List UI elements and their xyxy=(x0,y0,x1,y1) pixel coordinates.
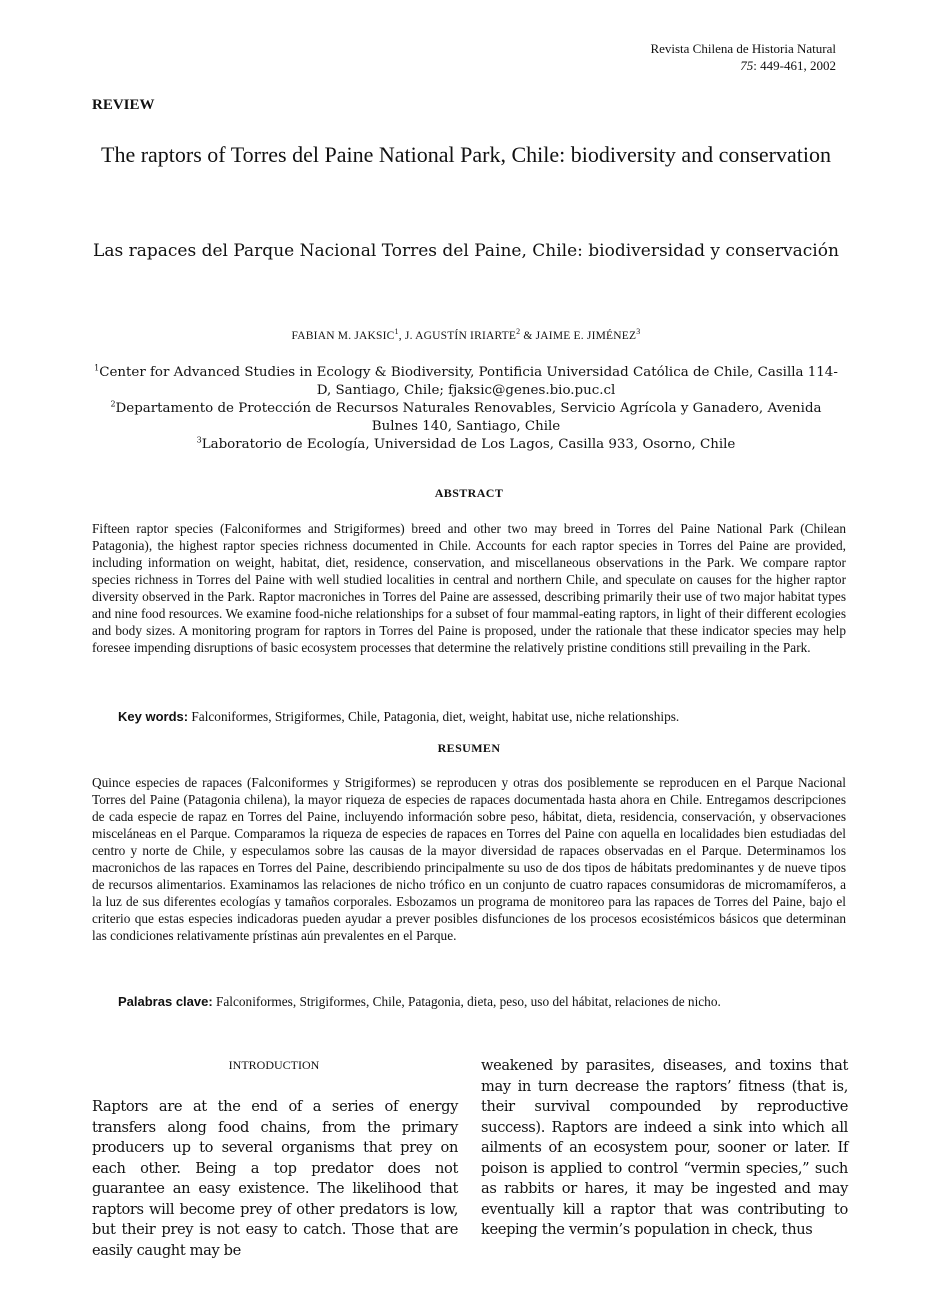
abstract-heading: ABSTRACT xyxy=(434,486,504,500)
resumen-text: Quince especies de rapaces (Falconiformes y Strigiformes) se reproducen y otras dos posiblemente se reproducen en el Parque Nacional Torres del Paine (Patagonia chilena), la mayor riqueza de especies de rapaces documentada hasta ahora en Chile. Entregamos descripciones de cada especie de rapaz en Torres del Paine, incluyendo información sobre peso, hábitat, dieta, residencia, conservación, y observaciones misceláneas en el Parque. Comparamos la riqueza de especies de rapaces en Torres del Paine con aquella en localidades bien estudiadas del centro y norte de Chile, y especulamos sobre las causas de la mayor diversidad de rapaces observadas en el Parque. Determinamos los macronichos de las rapaces en Torres del Paine, describiendo principalmente su uso de dos tipos de hábitats predominantes y de nueve tipos de recursos alimentarios. Examinamos las relaciones de nicho trófico en un conjunto de cuatro rapaces consumidoras de micromamíferos, a la luz de sus diferentes ecologías y tamaños corporales. Esbozamos un programa de monitoreo para las rapaces de Torres del Paine, bajo el criterio que estas especies indicadoras pueden ayudar a prever posibles disfunciones de los procesos ecosistémicos básicos que determinan las condiciones relativamente prístinas aún prevalentes en el Parque. xyxy=(92,775,846,943)
journal-name: Revista Chilena de Historia Natural xyxy=(650,41,836,56)
affiliation-text: Center for Advanced Studies in Ecology & Biodiversity, Pontificia Universidad Católica de Chile, Casilla 114-D, Santiago, Chile; fjaksic@genes.bio.puc.cl xyxy=(99,365,838,398)
palabras-clave-list: Falconiformes, Strigiformes, Chile, Patagonia, dieta, peso, uso del hábitat, relaciones de nicho. xyxy=(212,994,721,1009)
article-title: The raptors of Torres del Paine National Park, Chile: biodiversity and conservation xyxy=(101,142,831,167)
affiliation-text: Laboratorio de Ecología, Universidad de Los Lagos, Casilla 933, Osorno, Chile xyxy=(201,437,736,452)
section-label: REVIEW xyxy=(92,97,155,113)
introduction-right-column: weakened by parasites, diseases, and toxins that may in turn decrease the raptors’ fitness (that is, their survival compounded by reproductive success). Raptors are indeed a sink into which all ailments of an ecosystem pour, sooner or later. If poison is applied to control “vermin species,” such as rabbits or hares, it may be ingested and may eventually kill a raptor that was contributing to keeping the vermin’s population in check, thus xyxy=(481,1057,848,1238)
affiliation xyxy=(92,400,840,436)
author-affiliation-mark: 2 xyxy=(516,327,521,337)
introduction-heading: INTRODUCTION xyxy=(228,1058,320,1072)
affiliation-text: Departamento de Protección de Recursos Naturales Renovables, Servicio Agrícola y Ganadero, Avenida Bulnes 140, Santiago, Chile xyxy=(115,401,822,434)
journal-pages: : 449-461, 2002 xyxy=(753,58,836,73)
affiliation-mark: 3 xyxy=(196,435,202,445)
author-name: J. AGUSTÍN IRIARTE xyxy=(404,330,517,342)
journal-volume: 75 xyxy=(740,58,754,73)
journal-header xyxy=(650,40,836,74)
author-affiliation-mark: 3 xyxy=(636,327,641,337)
keywords xyxy=(118,708,848,725)
journal-citation xyxy=(650,57,836,74)
abstract-text: Fifteen raptor species (Falconiformes and Strigiformes) breed and other two may breed in Torres del Paine National Park (Chilean Patagonia), the highest raptor species richness documented in Chile. Accounts for each raptor species in Torres del Paine are provided, including information on weight, habitat, diet, residence, conservation, and miscellaneous observations in the Park. We compare raptor species richness in Torres del Paine with well studied localities in central and northern Chile, and speculate on causes for the higher raptor diversity observed in the Park. Raptor macroniches in Torres del Paine are assessed, describing primarily their use of two major habitat types and nine food resources. We examine food-niche relationships for a subset of four mammal-eating raptors, in light of their different ecologies and body sizes. A monitoring program for raptors in Torres del Paine is proposed, under the rationale that these indicator species may help foresee impending disruptions of basic ecosystem processes that determine the relatively pristine conditions still prevailing in the Park. xyxy=(92,521,846,655)
affiliation xyxy=(92,364,840,400)
keywords-list: Falconiformes, Strigiformes, Chile, Patagonia, diet, weight, habitat use, niche relationships. xyxy=(188,709,680,724)
affiliation-mark: 2 xyxy=(110,399,116,409)
resumen-heading: RESUMEN xyxy=(437,741,501,755)
article-title-spanish: Las rapaces del Parque Nacional Torres del Paine, Chile: biodiversidad y conservación xyxy=(93,241,839,261)
author-affiliation-mark: 1 xyxy=(394,327,399,337)
affiliations xyxy=(92,364,840,454)
author-name: JAIME E. JIMÉNEZ xyxy=(535,330,637,342)
palabras-clave-label: Palabras clave: xyxy=(118,994,213,1009)
author-name: FABIAN M. JAKSIC xyxy=(291,330,395,342)
palabras-clave xyxy=(118,993,848,1010)
author-list: FABIAN M. JAKSIC$^1$, J. AGUSTÍN IRIARTE$^2$ & JAIME E. JIMÉNEZ$^3$ xyxy=(291,327,641,342)
introduction-left-column: Raptors are at the end of a series of energy transfers along food chains, from the primary producers up to several organisms that prey on each other. Being a top predator does not guarantee an easy existence. The likelihood that raptors will become prey of other predators is low, but their prey is not easy to catch. Those that are easily caught may be xyxy=(92,1098,458,1259)
affiliation xyxy=(92,436,840,454)
affiliation-mark: 1 xyxy=(94,363,100,373)
keywords-label: Key words: xyxy=(118,709,189,724)
